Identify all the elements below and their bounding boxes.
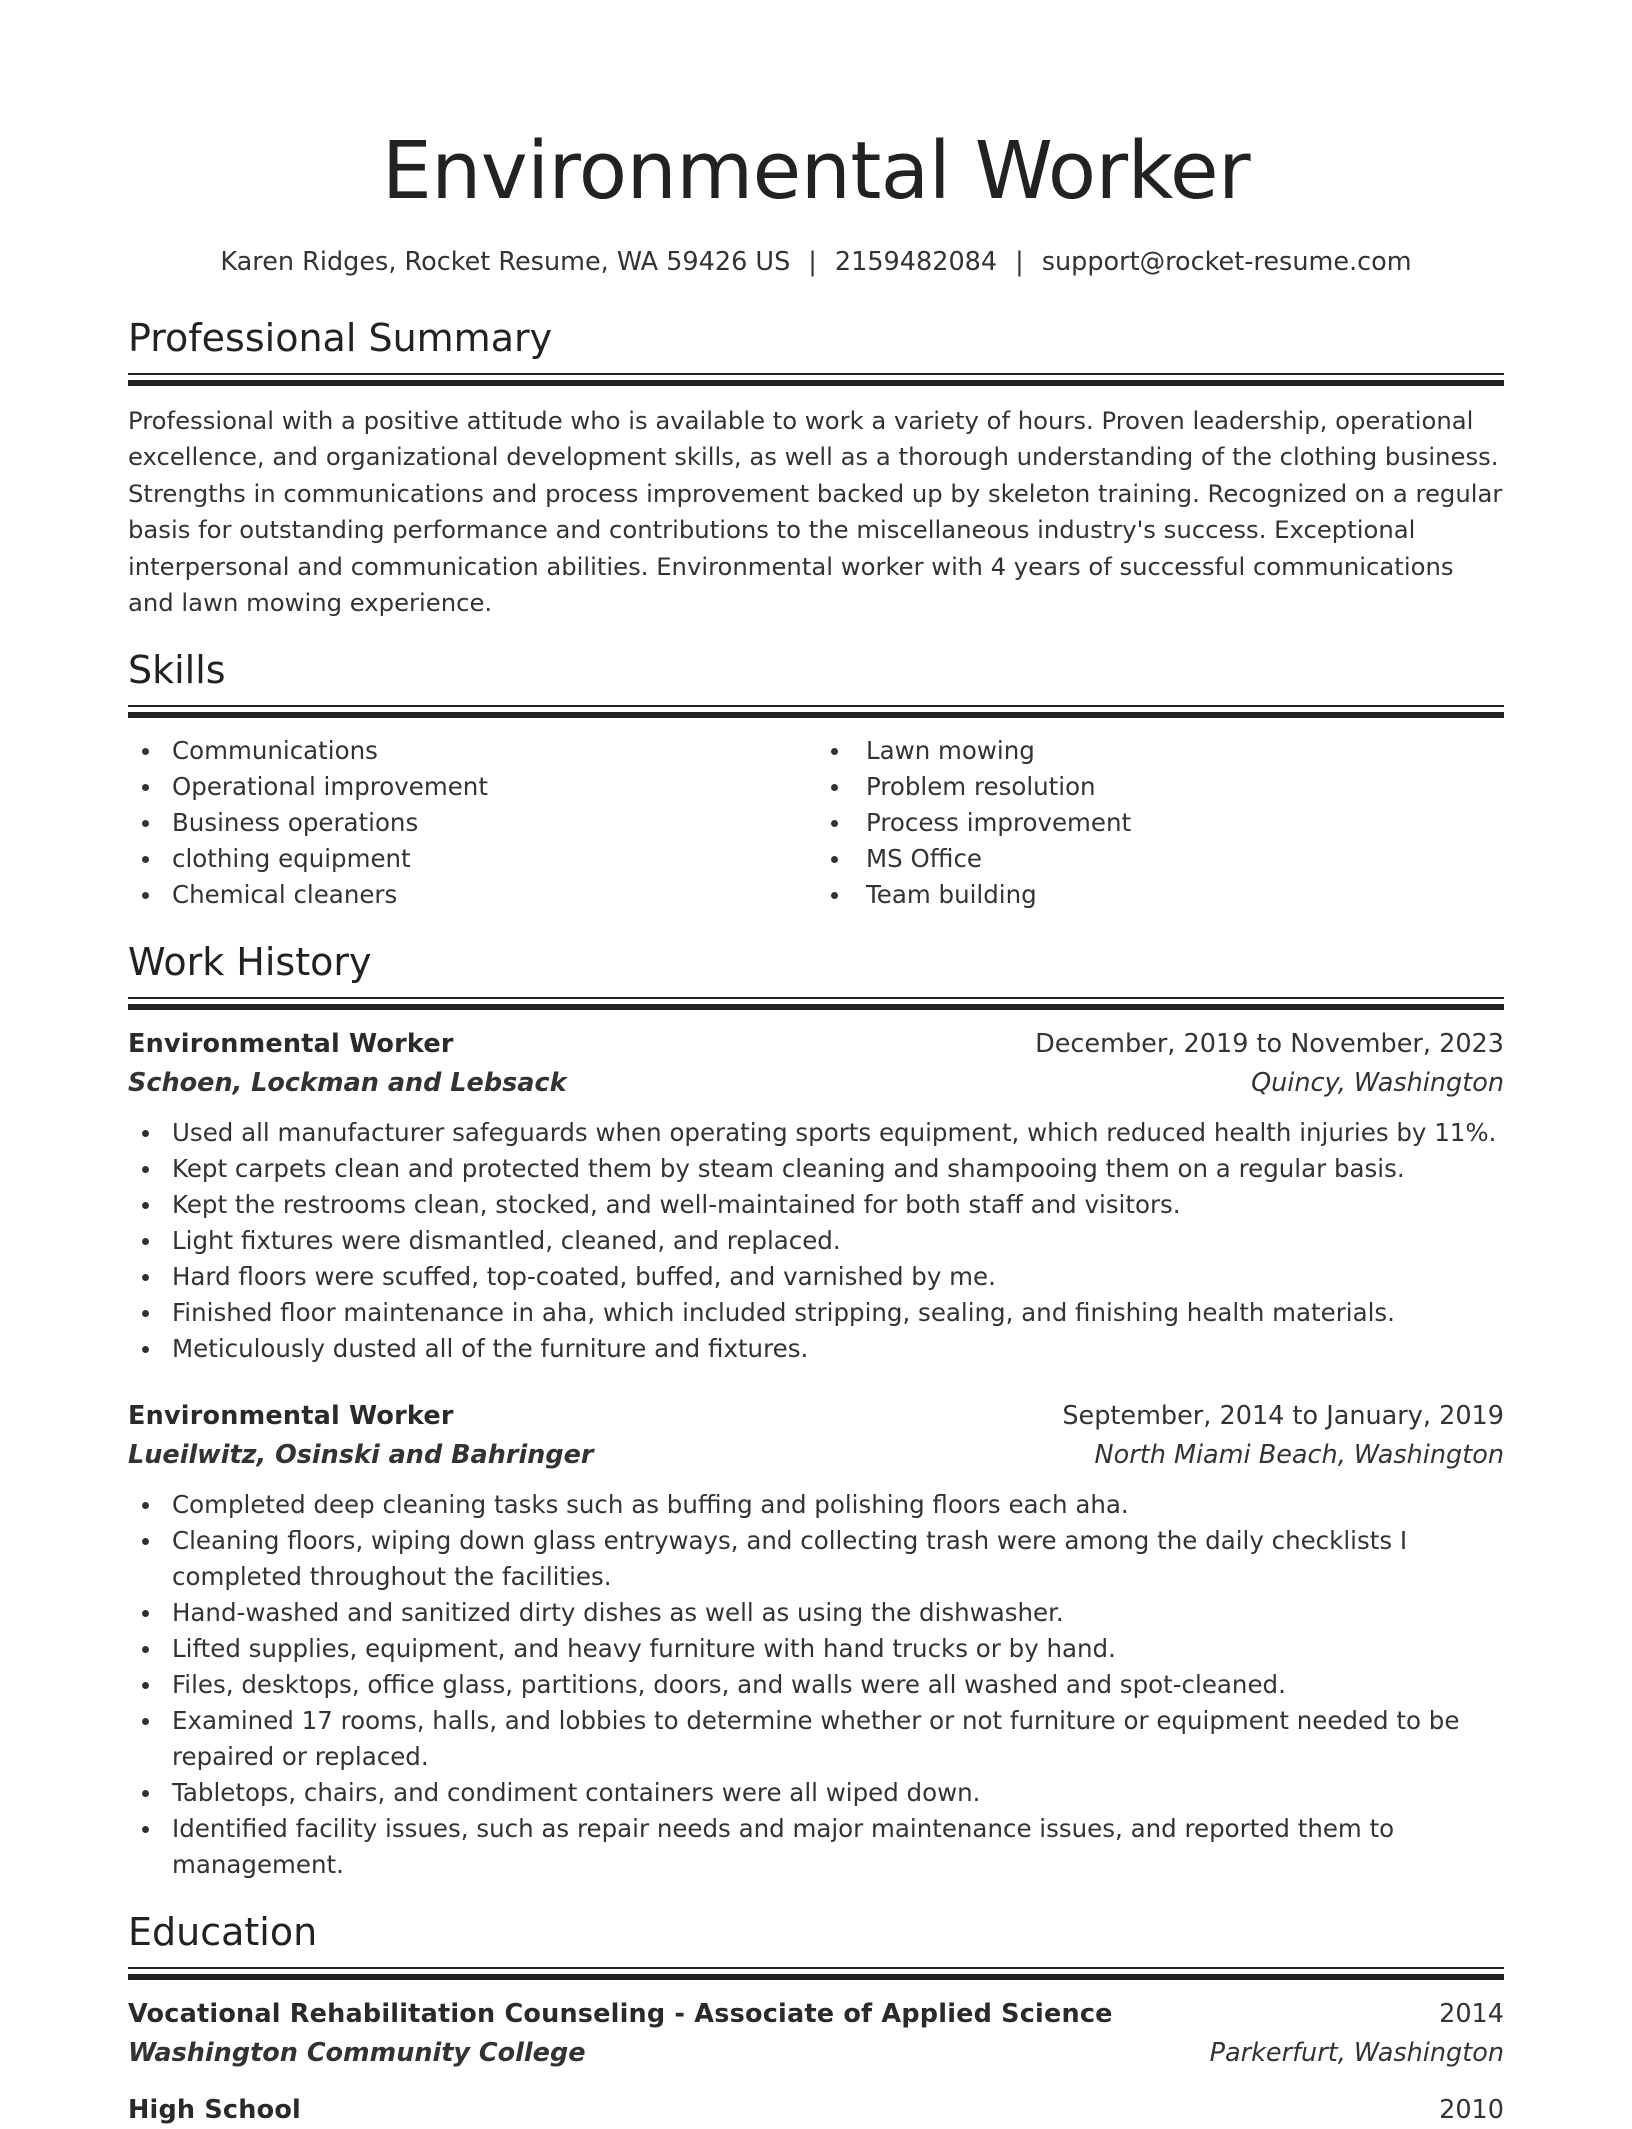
contact-email: support@rocket-resume.com	[1041, 247, 1412, 277]
job-bullet: Examined 17 rooms, halls, and lobbies to determine whether or not furniture or equipment needed to be repaired or replaced.	[128, 1703, 1504, 1775]
job-dates: December, 2019 to November, 2023	[1035, 1029, 1504, 1060]
education-entry	[128, 2091, 1504, 2129]
contact-separator: |	[808, 247, 817, 277]
education-entry	[128, 1995, 1504, 2073]
section-divider	[128, 373, 1504, 387]
job-entry	[128, 1397, 1504, 1883]
summary-section	[128, 315, 1504, 621]
section-divider	[128, 1967, 1504, 1981]
school-name: Washington Community College	[128, 2038, 586, 2069]
contact-phone: 2159482084	[834, 247, 998, 277]
skill-item: Lawn mowing	[816, 733, 1504, 769]
contact-line	[128, 245, 1504, 279]
job-bullet: Hand-washed and sanitized dirty dishes as well as using the dishwasher.	[128, 1595, 1504, 1631]
school-location: Parkerfurt, Washington	[1209, 2038, 1504, 2069]
job-bullet: Kept carpets clean and protected them by steam cleaning and shampooing them on a regular basis.	[128, 1151, 1504, 1187]
job-title: Environmental Worker	[128, 1401, 454, 1432]
section-title-education: Education	[128, 1910, 318, 1955]
job-location: Quincy, Washington	[1251, 1068, 1504, 1099]
education-section	[128, 1909, 1504, 2129]
job-bullet: Hard floors were scuffed, top-coated, buffed, and varnished by me.	[128, 1259, 1504, 1295]
section-title-work: Work History	[128, 940, 372, 985]
candidate-name: Environmental Worker	[381, 125, 1251, 217]
skills-section	[128, 647, 1504, 913]
skill-item: Process improvement	[816, 805, 1504, 841]
contact-separator: |	[1015, 247, 1024, 277]
job-bullet: Finished floor maintenance in aha, which included stripping, sealing, and finishing health materials.	[128, 1295, 1504, 1331]
job-bullet: Tabletops, chairs, and condiment containers were all wiped down.	[128, 1775, 1504, 1811]
job-bullet: Light fixtures were dismantled, cleaned, and replaced.	[128, 1223, 1504, 1259]
skills-grid	[128, 733, 1504, 913]
job-bullet: Identified facility issues, such as repair needs and major maintenance issues, and reported them to management.	[128, 1811, 1504, 1883]
job-bullet: Kept the restrooms clean, stocked, and well-maintained for both staff and visitors.	[128, 1187, 1504, 1223]
job-company: Lueilwitz, Osinski and Bahringer	[128, 1440, 594, 1471]
work-history-section	[128, 939, 1504, 1883]
section-divider	[128, 705, 1504, 719]
section-title-skills: Skills	[128, 648, 226, 693]
skill-item: Chemical cleaners	[128, 877, 816, 913]
job-bullet: Meticulously dusted all of the furniture and fixtures.	[128, 1331, 1504, 1367]
job-company: Schoen, Lockman and Lebsack	[128, 1068, 567, 1099]
job-bullet: Used all manufacturer safeguards when operating sports equipment, which reduced health injuries by 11%.	[128, 1115, 1504, 1151]
job-entry	[128, 1025, 1504, 1367]
skill-item: Business operations	[128, 805, 816, 841]
job-bullet: Lifted supplies, equipment, and heavy furniture with hand trucks or by hand.	[128, 1631, 1504, 1667]
skill-item: Team building	[816, 877, 1504, 913]
skill-item: Operational improvement	[128, 769, 816, 805]
degree-name: Vocational Rehabilitation Counseling - Associate of Applied Science	[128, 1999, 1113, 2030]
job-title: Environmental Worker	[128, 1029, 454, 1060]
contact-address: Karen Ridges, Rocket Resume, WA 59426 US	[220, 247, 791, 277]
skill-item: Communications	[128, 733, 816, 769]
education-year: 2014	[1439, 1999, 1504, 2030]
summary-text: Professional with a positive attitude who is available to work a variety of hours. Proven leadership, operational excellence, and organizational development skills, as well as a thorough understanding of the clothing business. Strengths in communications and process improvement backed up by skeleton training. Recognized on a regular basis for outstanding performance and contributions to the miscellaneous industry's success. Exceptional interpersonal and communication abilities. Environmental worker with 4 years of successful communications and lawn mowing experience.	[128, 406, 1503, 618]
job-bullet: Files, desktops, office glass, partitions, doors, and walls were all washed and spot-cleaned.	[128, 1667, 1504, 1703]
skill-item: clothing equipment	[128, 841, 816, 877]
degree-name: High School	[128, 2095, 301, 2126]
section-title-summary: Professional Summary	[128, 316, 553, 360]
section-divider	[128, 997, 1504, 1011]
skills-column-left	[128, 733, 816, 913]
job-bullet: Completed deep cleaning tasks such as buffing and polishing floors each aha.	[128, 1487, 1504, 1523]
education-year: 2010	[1439, 2095, 1504, 2126]
job-bullet: Cleaning floors, wiping down glass entryways, and collecting trash were among the daily checklists I completed throughout the facilities.	[128, 1523, 1504, 1595]
job-location: North Miami Beach, Washington	[1094, 1440, 1504, 1471]
skills-column-right	[816, 733, 1504, 913]
skill-item: Problem resolution	[816, 769, 1504, 805]
skill-item: MS Office	[816, 841, 1504, 877]
job-dates: September, 2014 to January, 2019	[1062, 1401, 1504, 1432]
